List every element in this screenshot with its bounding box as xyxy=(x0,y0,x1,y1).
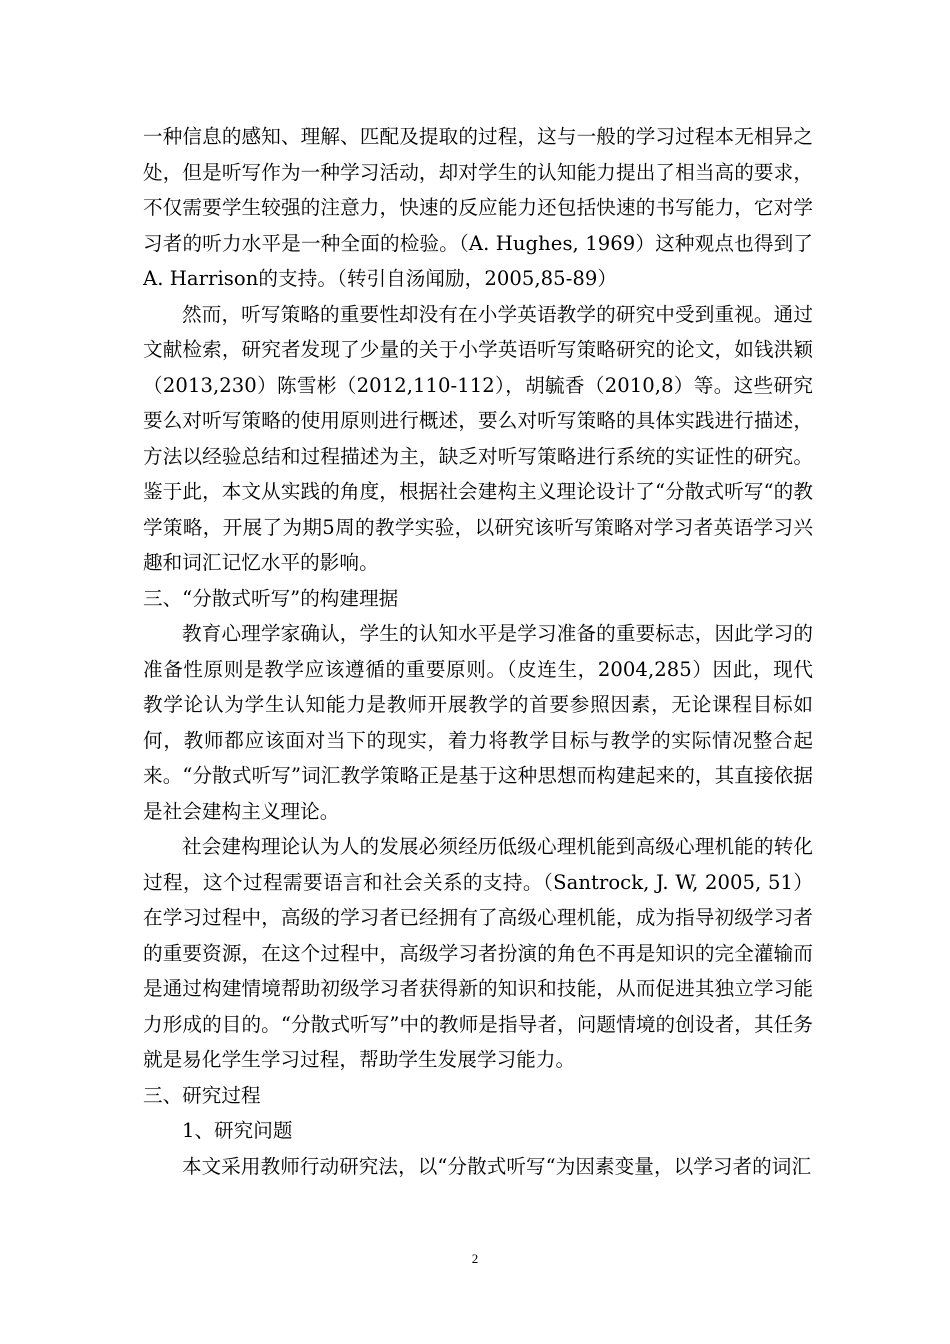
paragraph-intro-continued: 一种信息的感知、理解、匹配及提取的过程，这与一般的学习过程本无相异之处，但是听写作为一种学习活动，却对学生的认知能力提出了相当高的要求，不仅需要学生较强的注意力，快速的反应能力还包括快速的书写能力，它对学习者的听力水平是一种全面的检验。（A. Hughes, 1969）这种观点也得到了A. Harrison的支持。（转引自汤闻励，2005,85-89） xyxy=(143,125,813,290)
paragraph-social-constructivism: 社会建构理论认为人的发展必须经历低级心理机能到高级心理机能的转化过程，这个过程需要语言和社会关系的支持。（Santrock, J. W, 2005, 51）在学习过程中，高级的学习者已经拥有了高级心理机能，成为指导初级学习者的重要资源，在这个过程中，高级学习者扮演的角色不再是知识的完全灌输而是通过构建情境帮助初级学习者获得新的知识和技能，从而促进其独立学习能力形成的目的。“分散式听写”中的教师是指导者，问题情境的创设者，其任务就是易化学生学习过程，帮助学生发展学习能力。 xyxy=(143,835,813,1071)
section-heading-theoretical-basis: 三、“分散式听写”的构建理据 xyxy=(143,586,399,610)
page-number: 2 xyxy=(471,1251,479,1266)
subsection-heading-research-question: 1、研究问题 xyxy=(182,1119,293,1142)
section-heading-research-process: 三、研究过程 xyxy=(143,1083,261,1107)
document-body xyxy=(143,119,813,1184)
paragraph-research-gap: 然而，听写策略的重要性却没有在小学英语教学的研究中受到重视。通过文献检索，研究者发现了少量的关于小学英语听写策略研究的论文，如钱洪颖（2013,230）陈雪彬（2012,110-112），胡毓香（2010,8）等。这些研究要么对听写策略的使用原则进行概述，要么对听写策略的具体实践进行描述，方法以经验总结和过程描述为主，缺乏对听写策略进行系统的实证性的研究。鉴于此，本文从实践的角度，根据社会建构主义理论设计了“分散式听写“的教学策略，开展了为期5周的教学实验，以研究该听写策略对学习者英语学习兴趣和词汇记忆水平的影响。 xyxy=(143,302,813,574)
paragraph-cognitive-readiness: 教育心理学家确认，学生的认知水平是学习准备的重要标志，因此学习的准备性原则是教学应该遵循的重要原则。（皮连生，2004,285）因此，现代教学论认为学生认知能力是教师开展教学的首要参照因素，无论课程目标如何，教师都应该面对当下的现实，着力将教学目标与教学的实际情况整合起来。“分散式听写”词汇教学策略正是基于这种思想而构建起来的，其直接依据是社会建构主义理论。 xyxy=(143,622,813,823)
paragraph-research-method: 本文采用教师行动研究法，以“分散式听写“为因素变量，以学习者的词汇 xyxy=(182,1154,812,1178)
